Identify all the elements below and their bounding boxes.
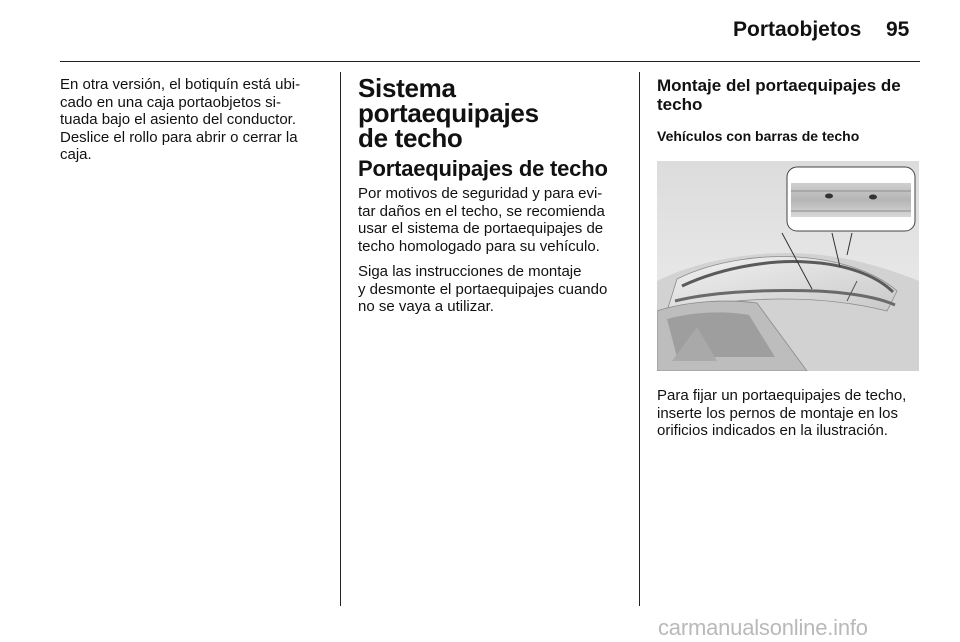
roof-rack-illustration bbox=[657, 161, 919, 371]
figure-caption: Para fijar un portaequipajes de techo, inserte los pernos de montaje en los orificios indicados en la ilustración. bbox=[657, 387, 907, 439]
page-title: Portaobjetos bbox=[733, 18, 862, 41]
kit-paragraph: En otra versión, el botiquín está ubi- cado en una caja portaobjetos si- tuada bajo el asiento del conductor. Deslice el rollo para abrir o cerrar la caja. bbox=[60, 76, 301, 163]
safety-paragraph: Por motivos de seguridad y para evi- tar daños en el techo, se recomienda usar el sistema de portaequipajes de techo homologado para su vehículo. bbox=[358, 185, 605, 255]
mounting-hole-right bbox=[869, 195, 877, 200]
instructions-paragraph: Siga las instrucciones de montaje y desmonte el portaequipajes cuando no se vaya a utilizar. bbox=[358, 263, 608, 315]
column-3 bbox=[657, 76, 927, 144]
page-header bbox=[0, 0, 960, 62]
watermark: carmanualsonline.info bbox=[658, 615, 868, 640]
column-divider-1 bbox=[340, 72, 341, 606]
header-rule bbox=[60, 61, 920, 62]
mounting-hole-left bbox=[825, 194, 833, 199]
page-number: 95 bbox=[886, 18, 910, 41]
section-heading: Sistema portaequipajes de techo bbox=[358, 73, 539, 153]
roof-bars-heading: Vehículos con barras de techo bbox=[657, 128, 860, 144]
column-2 bbox=[358, 73, 630, 316]
column-1 bbox=[60, 76, 330, 164]
mounting-heading: Montaje del portaequipajes de techo bbox=[657, 76, 901, 114]
column-divider-2 bbox=[639, 72, 640, 606]
subsection-heading: Portaequipajes de techo bbox=[358, 156, 608, 181]
